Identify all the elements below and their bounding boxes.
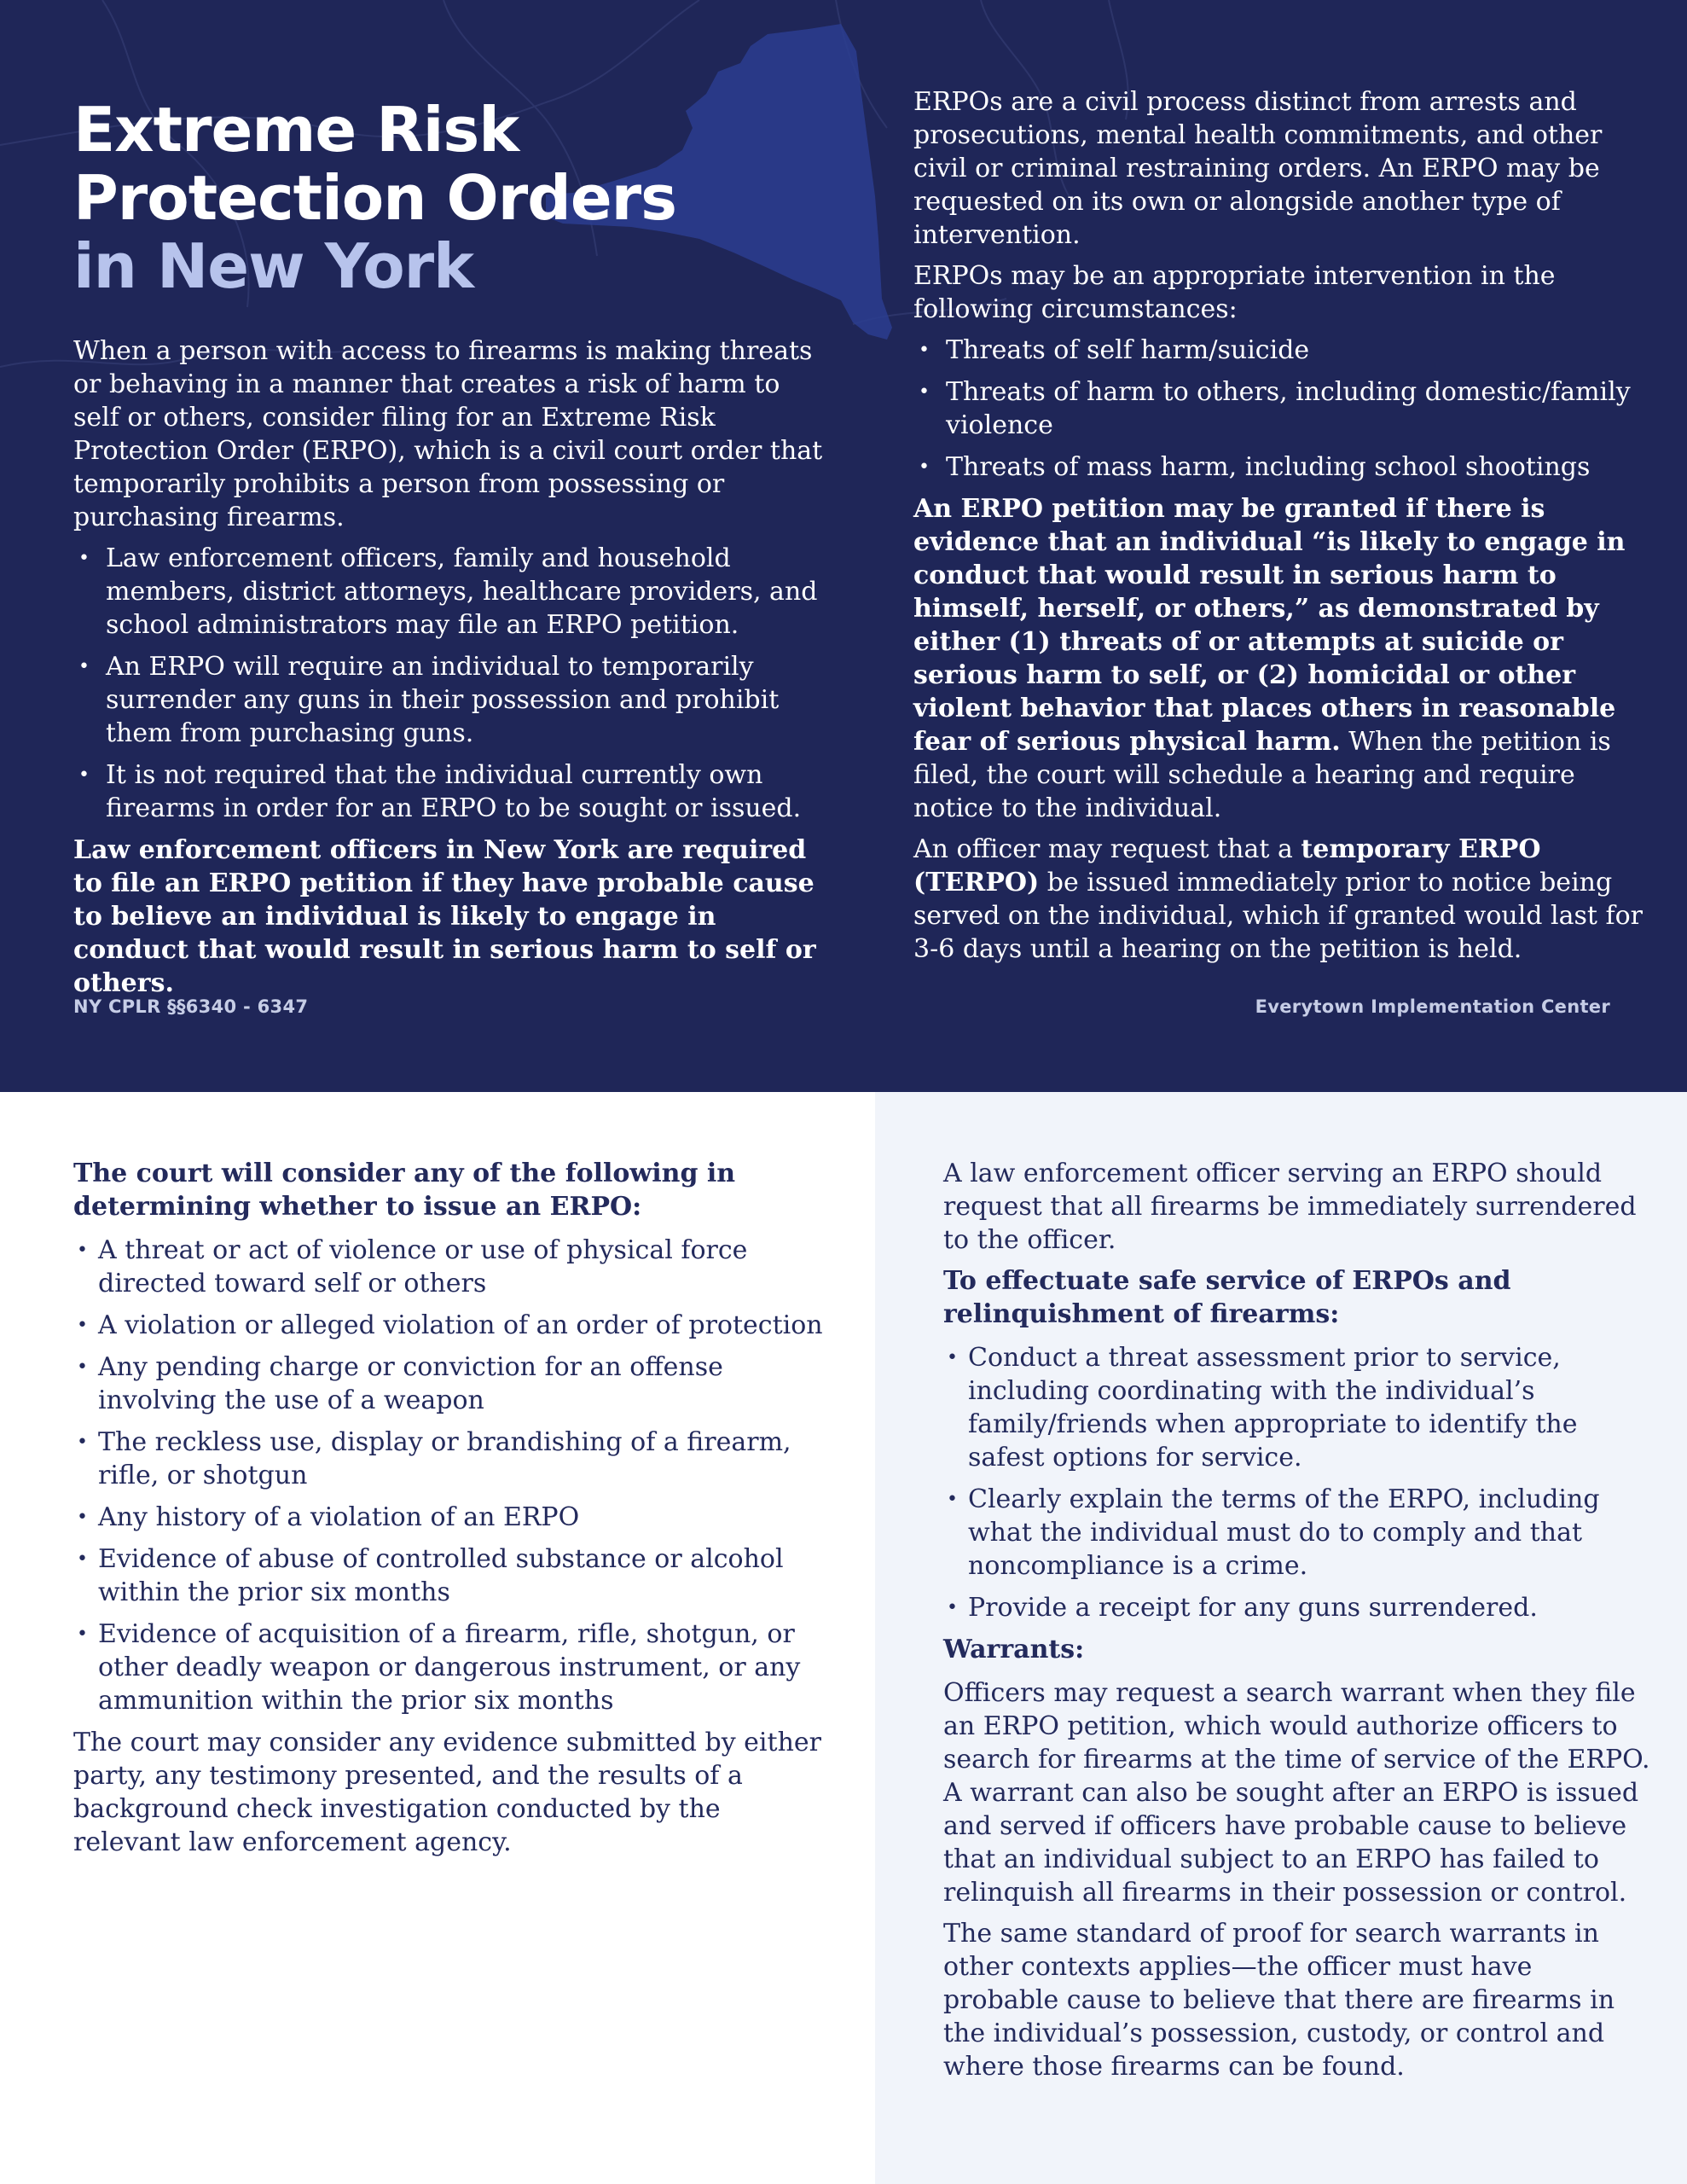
petition-standard-bold: An ERPO petition may be granted if there is evidence that an individual “is likely to engage in conduct that would result in serious harm to himself, herself, or others,” as demonstrated by either (1) threats of or attempts at suicide or serious harm to self, or (2) homicidal or other violent behavior that places others in reasonable fear of serious physical harm. [913,494,1626,757]
distinct-process-paragraph: ERPOs are a civil process distinct from arrests and prosecutions, mental health commitments, and other civil or criminal restraining orders. An ERPO may be requested on its own or alongside another type of intervention. [913,87,1603,250]
petition-standard-rest: When the petition is filed, the court will schedule a hearing and require notice to the individual. [913,727,1611,823]
intro-bullet-item: • Law enforcement officers, family and household members, district attorneys, healthcare providers, and school administrators may file an ERPO petition. [73,542,824,642]
terpo-bold: temporary ERPO (TERPO) [913,834,1541,897]
court-factor-item: • A threat or act of violence or use of physical force directed toward self or others [73,1234,824,1300]
title-line-2: Protection Orders [73,162,677,234]
circumstance-item: • Threats of self harm/suicide [913,334,1655,367]
surrender-paragraph: A law enforcement officer serving an ERPO should request that all firearms be immediately surrendered to the officer. [943,1159,1637,1255]
petition-standard-paragraph [913,492,1655,825]
title-line-1: Extreme Risk [73,94,519,166]
source-credit: Everytown Implementation Center [1255,996,1610,1017]
statute-citation: NY CPLR §§6340 - 6347 [73,996,309,1017]
safe-service-step: • Conduct a threat assessment prior to service, including coordinating with the individual’s family/friends when appropriate to identify the safest options for service. [943,1341,1651,1474]
court-factor-item: • A violation or alleged violation of an order of protection [73,1309,824,1342]
safe-service-step: • Provide a receipt for any guns surrendered. [943,1591,1651,1624]
circumstances-intro: ERPOs may be an appropriate intervention in the following circumstances: [913,261,1556,324]
court-factor-item: • Any pending charge or conviction for an offense involving the use of a weapon [73,1350,824,1417]
intro-paragraph: When a person with access to firearms is making threats or behaving in a manner that creates a risk of harm to self or others, consider filing for an Extreme Risk Protection Order (ERPO), which is a civil court order that temporarily prohibits a person from possessing or purchasing firearms. [73,336,823,532]
safe-service-step: • Clearly explain the terms of the ERPO, including what the individual must do to comply and that noncompliance is a crime. [943,1483,1651,1583]
intro-section [73,334,824,1008]
court-evidence-paragraph: The court may consider any evidence submitted by either party, any testimony presented, and the results of a background check investigation conducted by the relevant law enforcement agency. [73,1728,822,1857]
court-factors-list [73,1234,824,1717]
circumstance-item: • Threats of harm to others, including domestic/family violence [913,375,1655,442]
title-line-3: in New York [73,230,474,302]
safe-service-list [943,1341,1651,1624]
intro-bullet-item: • It is not required that the individual currently own firearms in order for an ERPO to be sought or issued. [73,758,824,825]
court-factors-heading: The court will consider any of the following in determining whether to issue an ERPO: [73,1159,736,1222]
warrants-heading: Warrants: [943,1635,1085,1664]
service-section [943,1157,1651,2091]
intro-bullet-list [73,542,824,825]
terpo-pre: An officer may request that a [913,834,1301,864]
court-factors-section [73,1157,824,1867]
court-factor-item: • Any history of a violation of an ERPO [73,1501,824,1534]
warrants-paragraph-2: The same standard of proof for search warrants in other contexts applies—the officer must have probable cause to believe that there are firearms in the individual’s possession, custody, or control and where those firearms can be found. [943,1919,1615,2082]
intro-bullet-item: • An ERPO will require an individual to temporarily surrender any guns in their possession and prohibit them from purchasing guns. [73,650,824,750]
overview-section [913,85,1655,973]
court-factor-item: • Evidence of abuse of controlled substance or alcohol within the prior six months [73,1542,824,1609]
circumstances-list [913,334,1655,484]
court-factor-item: • Evidence of acquisition of a firearm, rifle, shotgun, or other deadly weapon or dangerous instrument, or any ammunition within the prior six months [73,1618,824,1717]
court-factor-item: • The reckless use, display or brandishing of a firearm, rifle, or shotgun [73,1426,824,1492]
circumstance-item: • Threats of mass harm, including school shootings [913,450,1655,484]
safe-service-heading: To effectuate safe service of ERPOs and relinquishment of firearms: [943,1266,1511,1329]
officer-requirement: Law enforcement officers in New York are required to file an ERPO petition if they have probable cause to believe an individual is likely to engage in conduct that would result in serious harm to self or others. [73,835,816,998]
terpo-post: be issued immediately prior to notice being served on the individual, which if granted would last for 3-6 days until a hearing on the petition is held. [913,868,1644,964]
terpo-paragraph [913,833,1655,966]
page-title [73,96,676,300]
warrants-paragraph-1: Officers may request a search warrant when they file an ERPO petition, which would authorize officers to search for firearms at the time of service of the ERPO. A warrant can also be sought after an ERPO is issued and served if officers have probable cause to believe that an individual subject to an ERPO has failed to relinquish all firearms in their possession or control. [943,1678,1650,1908]
